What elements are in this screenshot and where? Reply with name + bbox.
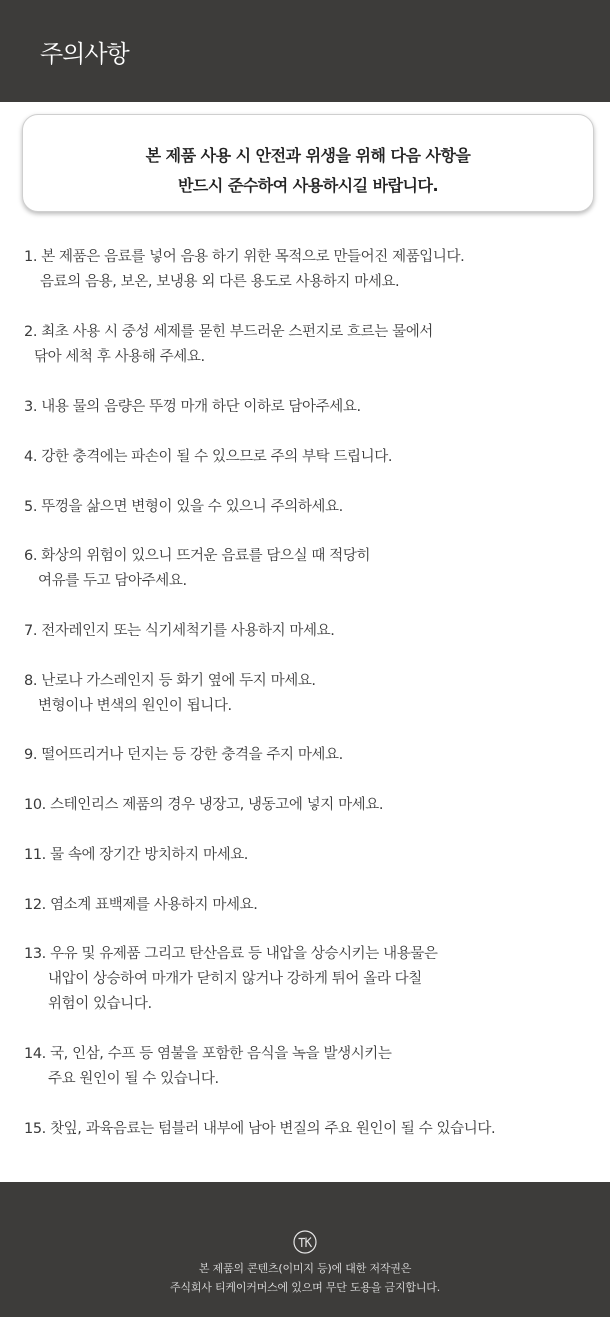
caution-item-1-line-2: 음료의 음용, 보온, 보냉용 외 다른 용도로 사용하지 마세요. (40, 274, 400, 290)
tk-logo-icon (293, 1230, 317, 1254)
caution-item-14-line-2: 주요 원인이 될 수 있습니다. (48, 1071, 219, 1087)
caution-item-2: 2. 최초 사용 시 중성 세제를 묻힌 부드러운 스펀지로 흐르는 물에서 (24, 324, 433, 340)
caution-item-13-line-2: 내압이 상승하여 마개가 닫히지 않거나 강하게 튀어 올라 다칠 (48, 971, 422, 987)
caution-item-11: 11. 물 속에 장기간 방치하지 마세요. (24, 847, 249, 863)
caution-item-2-line-2: 닦아 세척 후 사용해 주세요. (34, 349, 205, 365)
caution-item-12: 12. 염소계 표백제를 사용하지 마세요. (24, 897, 258, 913)
caution-item-1: 1. 본 제품은 음료를 넣어 음용 하기 위한 목적으로 만들어진 제품입니다. (24, 249, 465, 265)
caution-item-10: 10. 스테인리스 제품의 경우 냉장고, 냉동고에 넣지 마세요. (24, 797, 384, 813)
notice-line-1: 본 제품 사용 시 안전과 위생을 위해 다음 사항을 (145, 146, 471, 165)
copyright-line-1: 본 제품의 콘텐츠(이미지 등)에 대한 저작권은 (198, 1262, 412, 1275)
caution-item-13: 13. 우유 및 유제품 그리고 탄산음료 등 내압을 상승시키는 내용물은 (24, 946, 438, 962)
caution-item-8: 8. 난로나 가스레인지 등 화기 옆에 두지 마세요. (24, 673, 316, 689)
caution-item-3: 3. 내용 물의 음량은 뚜껑 마개 하단 이하로 담아주세요. (24, 399, 361, 415)
caution-item-5: 5. 뚜껑을 삶으면 변형이 있을 수 있으니 주의하세요. (24, 499, 343, 515)
caution-item-9: 9. 떨어뜨리거나 던지는 등 강한 충격을 주지 마세요. (24, 747, 343, 763)
footer (0, 1182, 610, 1317)
caution-item-15: 15. 찻잎, 과육음료는 텀블러 내부에 남아 변질의 주요 원인이 될 수 있습니다. (24, 1121, 496, 1137)
notice-line-2: 반드시 준수하여 사용하시길 바랍니다. (177, 176, 439, 195)
page-title: 주의사항 (40, 40, 129, 68)
caution-item-6: 6. 화상의 위험이 있으니 뜨거운 음료를 담으실 때 적당히 (24, 548, 371, 564)
caution-item-7: 7. 전자레인지 또는 식기세척기를 사용하지 마세요. (24, 623, 335, 639)
caution-item-6-line-2: 여유를 두고 담아주세요. (38, 573, 187, 589)
caution-item-8-line-2: 변형이나 변색의 원인이 됩니다. (38, 698, 232, 714)
caution-item-14: 14. 국, 인삼, 수프 등 염불을 포함한 음식을 녹을 발생시키는 (24, 1046, 392, 1062)
caution-item-4: 4. 강한 충격에는 파손이 될 수 있으므로 주의 부탁 드립니다. (24, 449, 393, 465)
copyright-line-2: 주식회사 티케이커머스에 있으며 무단 도용을 금지합니다. (169, 1281, 440, 1294)
caution-item-13-line-3: 위험이 있습니다. (48, 996, 152, 1012)
